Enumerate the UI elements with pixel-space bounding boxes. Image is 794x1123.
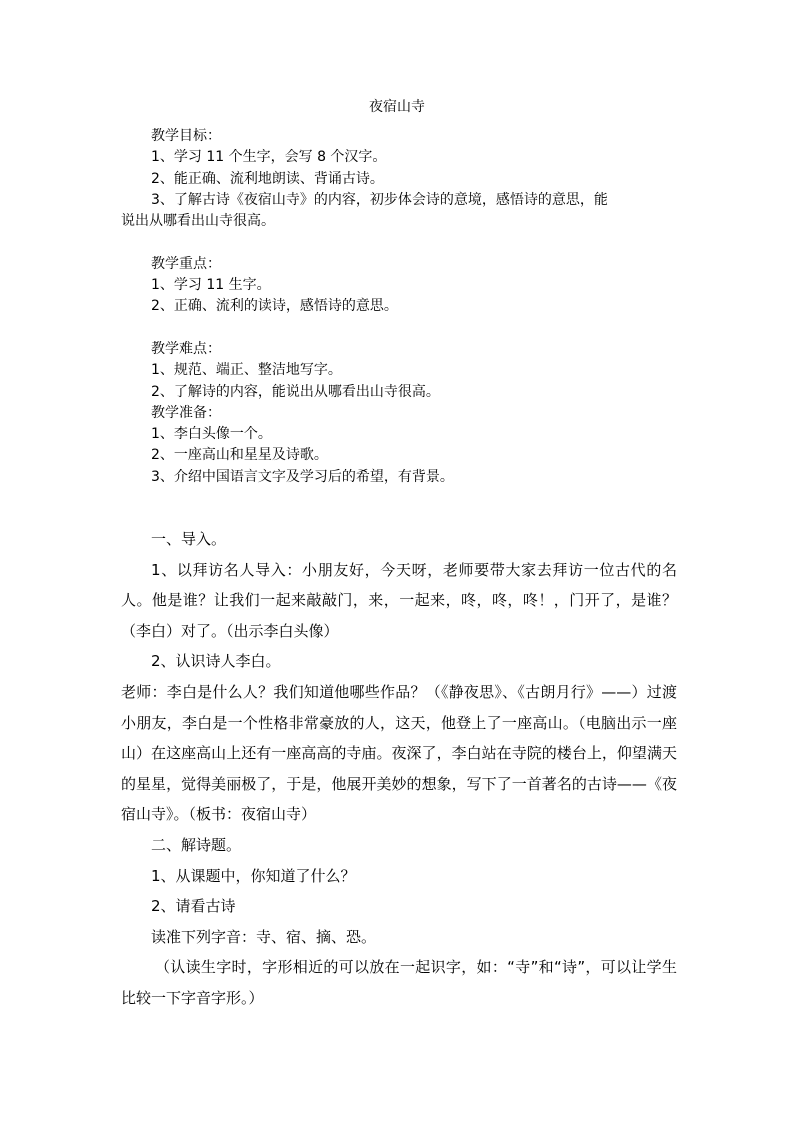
- spacer: [121, 318, 681, 339]
- goal-item-continuation: 说出从哪看出山寺很高。: [121, 213, 275, 230]
- goal-item: 2、能正确、流利地朗读、背诵古诗。: [151, 170, 384, 187]
- paragraph: 2、请看古诗: [151, 897, 236, 916]
- preparation-item: 3、介绍中国语言文字及学习后的希望，有背景。: [151, 468, 454, 485]
- lesson-body: [121, 524, 677, 1014]
- preparation-item: 1、李白头像一个。: [151, 426, 272, 443]
- keypoint-item: 2、正确、流利的读诗，感悟诗的意思。: [151, 298, 398, 315]
- paragraph: 1、从课题中，你知道了什么？: [151, 866, 356, 885]
- goals-heading: 教学目标：: [151, 128, 221, 144]
- difficulties-heading: 教学难点：: [151, 340, 221, 357]
- paragraph: 2、认识诗人李白。: [151, 652, 281, 671]
- difficulty-item: 2、了解诗的内容，能说出从哪看出山寺很高。: [151, 383, 440, 400]
- section-heading-title: 二、解诗题。: [151, 835, 242, 854]
- difficulty-item: 1、规范、端正、整洁地写字。: [151, 362, 342, 379]
- paragraph: （认读生字时，字形相近的可以放在一起识字，如：“寺”和“诗”，可以让学生比较一下字音字形。）: [121, 958, 677, 1007]
- preparation-item: 2、一座高山和星星及诗歌。: [151, 447, 328, 464]
- paragraph: 1、以拜访名人导入：小朋友好，今天呀，老师要带大家去拜访一位古代的名人。他是谁？让我们一起来敲敲门，来，一起来，咚，咚，咚！，门开了，是谁？（李白）对了。（出示李白头像）: [121, 560, 677, 640]
- section-heading-intro: 一、导入。: [151, 530, 227, 548]
- spacer: [121, 232, 681, 253]
- preparation-heading: 教学准备：: [151, 404, 221, 421]
- paragraph: 读准下列字音：寺、宿、摘、恐。: [151, 927, 377, 946]
- keypoints-heading: 教学重点：: [151, 255, 221, 272]
- teaching-plan-outline: [121, 126, 681, 488]
- keypoint-item: 1、学习 11 生字。: [151, 277, 271, 294]
- document-title: 夜宿山寺: [369, 99, 425, 115]
- goal-item: 3、了解古诗《夜宿山寺》的内容，初步体会诗的意境，感悟诗的意思，能: [151, 191, 608, 208]
- goal-item: 1、学习 11 个生字，会写 8 个汉字。: [151, 149, 387, 166]
- paragraph: 老师：李白是什么人？我们知道他哪些作品？（《静夜思》、《古朗月行》——）过渡 小朋友，李白是一个性格非常豪放的人，这天，他登上了一座高山。（电脑出示一座山）在这座高山上还有一座高高的寺庙。夜深了，李白站在寺院的楼台上，仰望满天的星星，觉得美丽极了，于是，他展开美妙的想象，写下了一首著名的古诗——《夜宿山寺》。（板书：夜宿山寺）: [121, 682, 677, 824]
